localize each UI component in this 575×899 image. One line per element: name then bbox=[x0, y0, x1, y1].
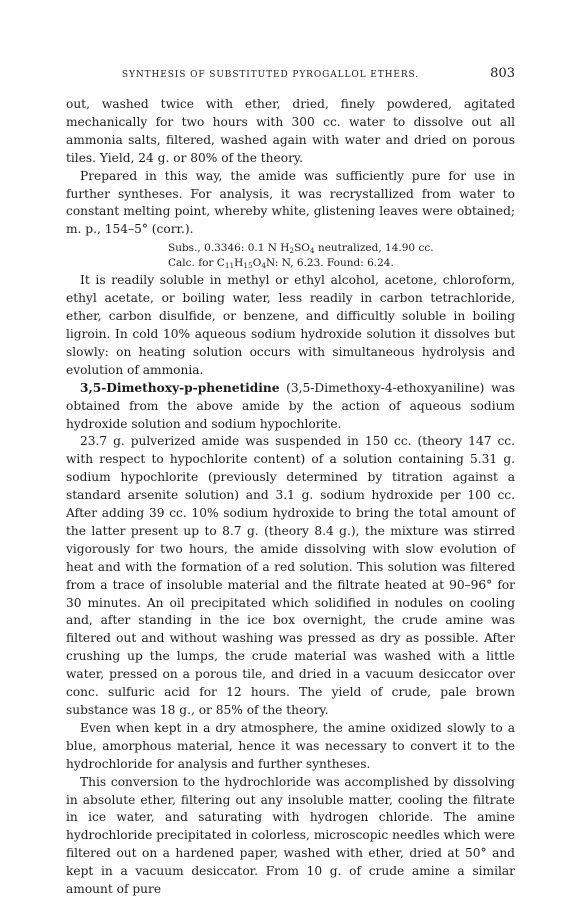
paragraph-oxidation: Even when kept in a dry atmosphere, the amine oxidized slowly to a blue, amorphous material, hence it was necessary to convert it to the hydrochloride for analysis and further syntheses. bbox=[66, 720, 515, 771]
analysis-block bbox=[168, 241, 515, 270]
paragraph-recrystallization: Prepared in this way, the amide was sufficiently pure for use in further syntheses. For analysis, it was recrystallized from water to constant melting point, whereby white, glistening leaves were obtained; m. p., 154–5° (corr.). bbox=[66, 168, 515, 237]
running-title: SYNTHESIS OF SUBSTITUTED PYROGALLOL ETHERS. bbox=[121, 70, 420, 80]
compound-synonym: (3,5-Dimethoxy-4-ethoxyaniline) bbox=[286, 380, 485, 395]
paragraph-yield: out, washed twice with ether, dried, finely powdered, agitated mechanically for two hours with 300 cc. water to dissolve out all ammonia salts, filtered, washed again with water and dried on porous tiles. Yield, 24 g. or 80% of the theory. bbox=[66, 97, 515, 165]
paragraph-procedure: 23.7 g. pulverized amide was suspended in 150 cc. (theory 147 cc. with respect to hypochlorite content) of a solution containing 5.31 g. sodium hypochlorite (previously determined by titration against a standard arsenite solution) and 3.1 g. sodium hydroxide per 100 cc. After adding 39 cc. 10% sodium hydroxide to bring the total amount of the latter present up to 8.7 g. (theory 8.4 g.), the mixture was stirred vigorously for two hours, the amide dissolving with slow evolution of heat and with the formation of a red solution. This solution was filtered from a trace of insoluble material and the filtrate heated at 90–96° for 30 minutes. An oil precipitated which solidified in nodules on cooling and, after standing in the ice box overnight, the crude amine was filtered out and without washing was pressed as dry as possible. After crushing up the lumps, the crude material was washed with a little water, pressed on a porous tile, and dried in a vacuum desiccator over conc. sulfuric acid for 12 hours. The yield of crude, pale brown substance was 18 g., or 85% of the theory. bbox=[66, 434, 515, 717]
analysis-calculated-line: Calc. for $C_{11}H_{15}O_4N$: N, 6.23. Found: 6.24. bbox=[168, 256, 394, 270]
running-header bbox=[66, 64, 515, 86]
paragraph-hydrochloride: This conversion to the hydrochloride was accomplished by dissolving in absolute ether, filtering out any insoluble matter, cooling the filtrate in ice water, and saturating with hydrogen chloride. The amine hydrochloride precipitated in colorless, microscopic needles which were filtered out on a hardened paper, washed with ether, dried at 50° and kept in a vacuum desiccator. From 10 g. of crude amine a similar amount of pure bbox=[66, 774, 515, 897]
paragraph-solubility: It is readily soluble in methyl or ethyl alcohol, acetone, chloroform, ethyl acetate, or boiling water, less readily in carbon tetrachloride, ether, carbon disulfide, or benzene, and difficultly soluble in boiling ligroin. In cold 10% aqueous sodium hydroxide solution it dissolves but slowly: on heating solution occurs with simultaneous hydrolysis and evolution of ammonia. bbox=[66, 273, 515, 377]
page-number: 803 bbox=[490, 66, 515, 81]
analysis-substance-line: Subs., 0.3346: 0.1 N $H_2SO_4$ neutralized, 14.90 cc. bbox=[168, 242, 434, 256]
compound-name: 3,5-Dimethoxy-p-phenetidine bbox=[80, 380, 280, 395]
paragraph-phenetidine-intro: 3,5-Dimethoxy-p-phenetidine (3,5-Dimethoxy-4-ethoxyaniline) was obtained from the above amide by the action of aqueous sodium hydroxide solution and sodium hypochlorite. bbox=[66, 380, 516, 431]
